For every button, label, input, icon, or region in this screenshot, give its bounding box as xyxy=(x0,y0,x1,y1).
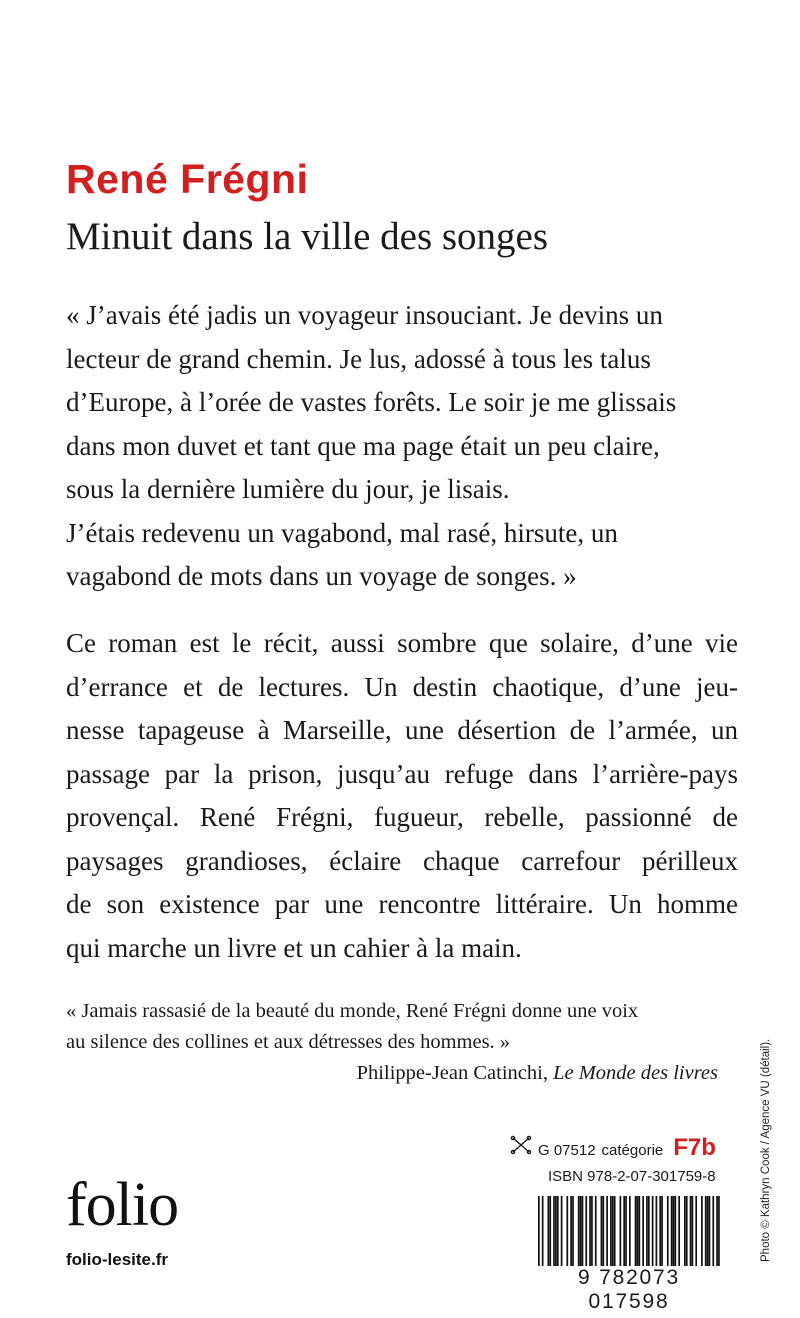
barcode-bar xyxy=(701,1196,703,1266)
barcode-bar xyxy=(542,1196,544,1276)
barcode-bar xyxy=(561,1196,563,1266)
barcode-bar xyxy=(716,1196,718,1276)
barcode-bar xyxy=(659,1196,661,1266)
barcode-bar xyxy=(707,1196,709,1266)
summary-line: d’errance et de lectures. Un destin chaotique, d’une jeu- xyxy=(66,671,738,702)
barcode-bar xyxy=(652,1196,654,1266)
barcode-bar xyxy=(709,1196,711,1266)
category-code: F7b xyxy=(673,1134,716,1161)
barcode-bar xyxy=(629,1196,631,1276)
barcode-bar xyxy=(675,1196,677,1266)
barcode-bar xyxy=(582,1196,584,1266)
publisher-emblem-icon xyxy=(510,1135,532,1159)
barcode-bar xyxy=(602,1196,604,1266)
summary-line: Ce roman est le récit, aussi sombre que solaire, d’une vie xyxy=(66,628,738,658)
quote-line: lecteur de grand chemin. Je lus, adossé à tous les talus xyxy=(66,343,651,374)
summary-line: provençal. René Frégni, fugueur, rebelle, passionné de xyxy=(66,802,738,832)
quote-line: d’Europe, à l’orée de vastes forêts. Le soir je me glissais xyxy=(66,387,677,417)
summary-line: qui marche un livre et un cahier à la main. xyxy=(66,932,522,963)
barcode-bar xyxy=(580,1196,582,1266)
barcode-bar xyxy=(712,1196,714,1266)
barcode-bar xyxy=(549,1196,551,1266)
catalog-line xyxy=(510,1134,716,1162)
excerpt-quote xyxy=(66,294,738,599)
barcode-bar xyxy=(686,1196,688,1266)
barcode-bar xyxy=(684,1196,686,1266)
barcode-bar xyxy=(705,1196,707,1266)
barcode-bar xyxy=(690,1196,692,1266)
photo-credit: Photo © Kathryn Cook / Agence VU (détail). xyxy=(760,1038,772,1262)
barcode-bar xyxy=(610,1196,612,1266)
press-attribution xyxy=(66,1058,738,1089)
barcode-bar xyxy=(635,1196,637,1266)
barcode-bar xyxy=(667,1196,669,1266)
barcode-bar xyxy=(547,1196,549,1266)
quote-line: dans mon duvet et tant que ma page était un peu claire, xyxy=(66,430,660,461)
barcode-bar xyxy=(612,1196,614,1266)
barcode-bar xyxy=(589,1196,591,1266)
catalog-code: G 07512 xyxy=(538,1142,596,1159)
barcode-bar xyxy=(553,1196,555,1266)
barcode-digits: 9 782073 017598 xyxy=(534,1266,724,1314)
barcode-bar xyxy=(570,1196,572,1266)
barcode-bar xyxy=(656,1196,658,1266)
barcode-bar xyxy=(695,1196,697,1266)
barcode-bar xyxy=(625,1196,627,1266)
barcode-bar xyxy=(637,1196,639,1266)
book-title: Minuit dans la ville des songes xyxy=(66,215,549,258)
press-quote-line: « Jamais rassasié de la beauté du monde, René Frégni donne une voix xyxy=(66,1000,639,1022)
barcode-bar xyxy=(648,1196,650,1266)
barcode-bar xyxy=(585,1196,587,1266)
category-label: catégorie xyxy=(601,1142,664,1159)
book-summary xyxy=(66,622,738,970)
barcode-bar xyxy=(638,1196,640,1266)
quote-line: J’étais redevenu un vagabond, mal rasé, hirsute, un xyxy=(66,517,618,548)
barcode-bar xyxy=(642,1196,644,1266)
critic-name: Philippe-Jean Catinchi, xyxy=(356,1062,548,1084)
summary-line: paysages grandioses, éclaire chaque carrefour périlleux xyxy=(66,845,738,876)
isbn-number: ISBN 978-2-07-301759-8 xyxy=(548,1168,716,1185)
barcode-bar xyxy=(538,1196,540,1276)
press-review xyxy=(66,996,738,1089)
barcode-bar xyxy=(555,1196,557,1266)
barcode-bar xyxy=(606,1196,608,1266)
barcode-bar xyxy=(620,1196,622,1266)
barcode-bar xyxy=(646,1196,648,1266)
summary-line: nesse tapageuse à Marseille, une désertion de l’armée, un xyxy=(66,715,738,745)
quote-line: « J’avais été jadis un voyageur insouciant. Je devins un xyxy=(66,300,663,330)
publication-name: Le Monde des livres xyxy=(553,1062,718,1084)
barcode-bar xyxy=(623,1196,625,1266)
barcode-bar xyxy=(678,1196,680,1266)
barcode-bar xyxy=(671,1196,673,1266)
barcode-bar xyxy=(601,1196,603,1266)
barcode-bar xyxy=(718,1196,720,1276)
barcode-bar xyxy=(591,1196,593,1266)
publisher-website[interactable]: folio-lesite.fr xyxy=(66,1250,169,1269)
barcode-bar xyxy=(673,1196,675,1266)
barcode-bar xyxy=(692,1196,694,1266)
quote-line: sous la dernière lumière du jour, je lisais. xyxy=(66,474,510,504)
summary-line: passage par la prison, jusqu’au refuge dans l’arrière-pays xyxy=(66,758,738,789)
author-name: René Frégni xyxy=(66,156,309,202)
barcode-bar xyxy=(572,1196,574,1266)
publisher-logo: folio xyxy=(66,1171,179,1239)
quote-line: vagabond de mots dans un voyage de songes. » xyxy=(66,561,577,591)
barcode-bar xyxy=(595,1196,597,1266)
press-quote-line: au silence des collines et aux détresses des hommes. » xyxy=(66,1031,511,1053)
barcode-bar xyxy=(578,1196,580,1266)
summary-line: de son existence par une rencontre littéraire. Un homme xyxy=(66,889,738,919)
barcode-bar xyxy=(566,1196,568,1266)
barcode-bar xyxy=(614,1196,616,1266)
barcode-bar xyxy=(557,1196,559,1266)
barcode xyxy=(538,1196,720,1276)
barcode-bar xyxy=(661,1196,663,1266)
